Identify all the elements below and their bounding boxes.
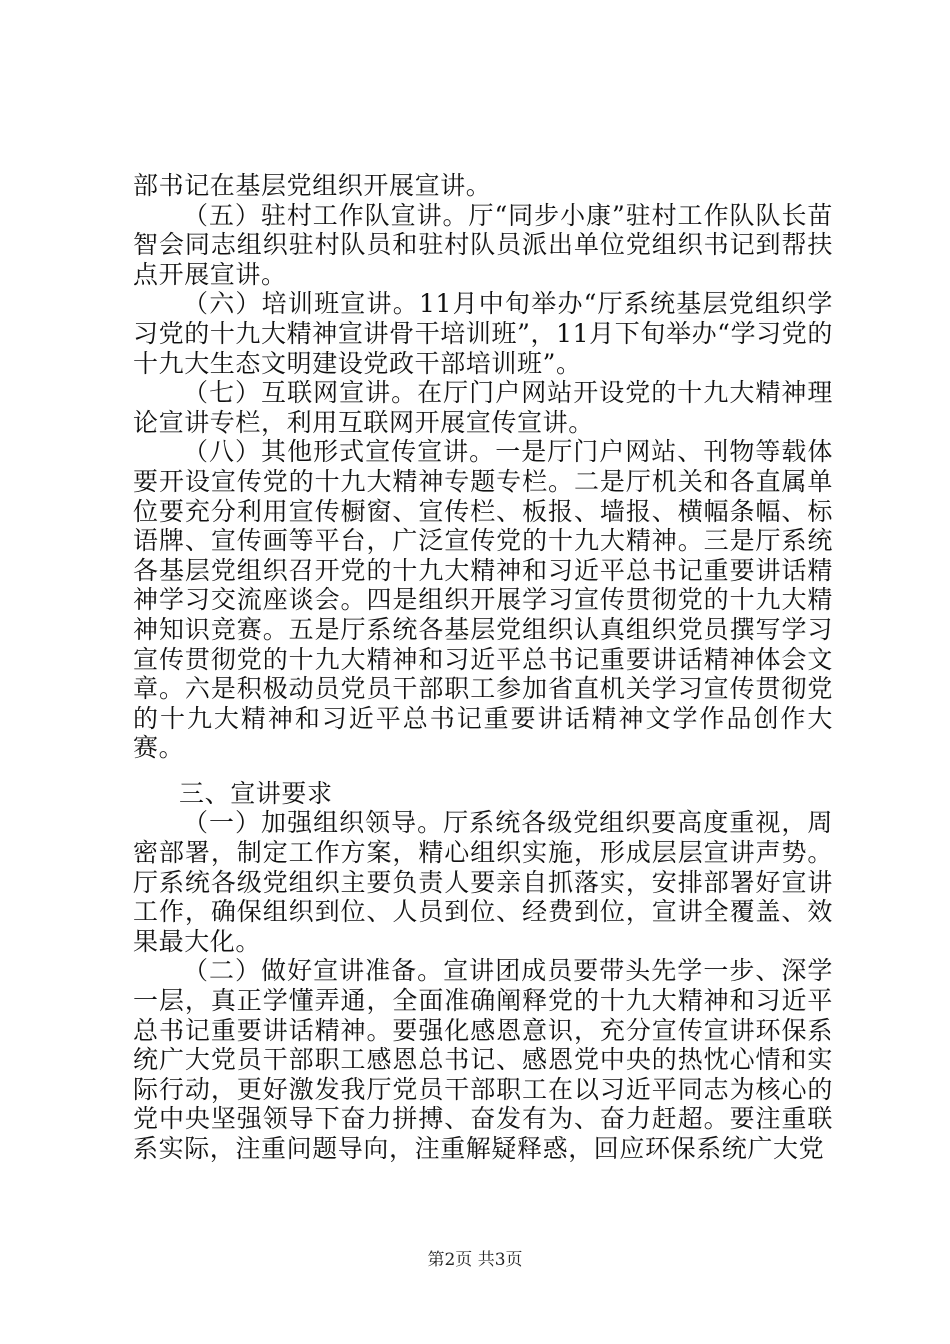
paragraph-item-6: （六）培训班宣讲。11月中旬举办“厅系统基层党组织学习党的十九大精神宣讲骨干培训班”，11月下旬举办“学习党的十九大生态文明建设党政干部培训班”。	[133, 289, 833, 378]
paragraph-item-7: （七）互联网宣讲。在厅门户网站开设党的十九大精神理论宣讲专栏，利用互联网开展宣传宣讲。	[133, 378, 833, 437]
paragraph-requirement-2: （二）做好宣讲准备。宣讲团成员要带头先学一步、深学一层，真正学懂弄通，全面准确阐释党的十九大精神和习近平总书记重要讲话精神。要强化感恩意识，充分宣传宣讲环保系统广大党员干部职工感恩总书记、感恩党中央的热忱心情和实际行动，更好激发我厅党员干部职工在以习近平同志为核心的党中央坚强领导下奋力拼搏、奋发有为、奋力赶超。要注重联系实际，注重问题导向，注重解疑释惑，回应环保系统广大党	[133, 956, 833, 1163]
page-footer: 第2页 共3页	[427, 1250, 523, 1270]
paragraph-continuation: 部书记在基层党组织开展宣讲。	[133, 171, 492, 200]
section-heading: 三、宣讲要求	[179, 778, 333, 808]
document-body	[133, 171, 833, 1164]
paragraph-requirement-1: （一）加强组织领导。厅系统各级党组织要高度重视，周密部署，制定工作方案，精心组织实施，形成层层宣讲声势。厅系统各级党组织主要负责人要亲自抓落实，安排部署好宣讲工作，确保组织到位、人员到位、经费到位，宣讲全覆盖、效果最大化。	[133, 808, 833, 956]
paragraph-item-5: （五）驻村工作队宣讲。厅“同步小康”驻村工作队队长苗智会同志组织驻村队员和驻村队员派出单位党组织书记到帮扶点开展宣讲。	[133, 200, 833, 289]
paragraph-item-8: （八）其他形式宣传宣讲。一是厅门户网站、刊物等载体要开设宣传党的十九大精神专题专栏。二是厅机关和各直属单位要充分利用宣传橱窗、宣传栏、板报、墙报、横幅条幅、标语牌、宣传画等平台，广泛宣传党的十九大精神。三是厅系统各基层党组织召开党的十九大精神和习近平总书记重要讲话精神学习交流座谈会。四是组织开展学习宣传贯彻党的十九大精神知识竞赛。五是厅系统各基层党组织认真组织党员撰写学习宣传贯彻党的十九大精神和习近平总书记重要讲话精神体会文章。六是积极动员党员干部职工参加省直机关学习宣传贯彻党的十九大精神和习近平总书记重要讲话精神文学作品创作大赛。	[133, 437, 833, 763]
